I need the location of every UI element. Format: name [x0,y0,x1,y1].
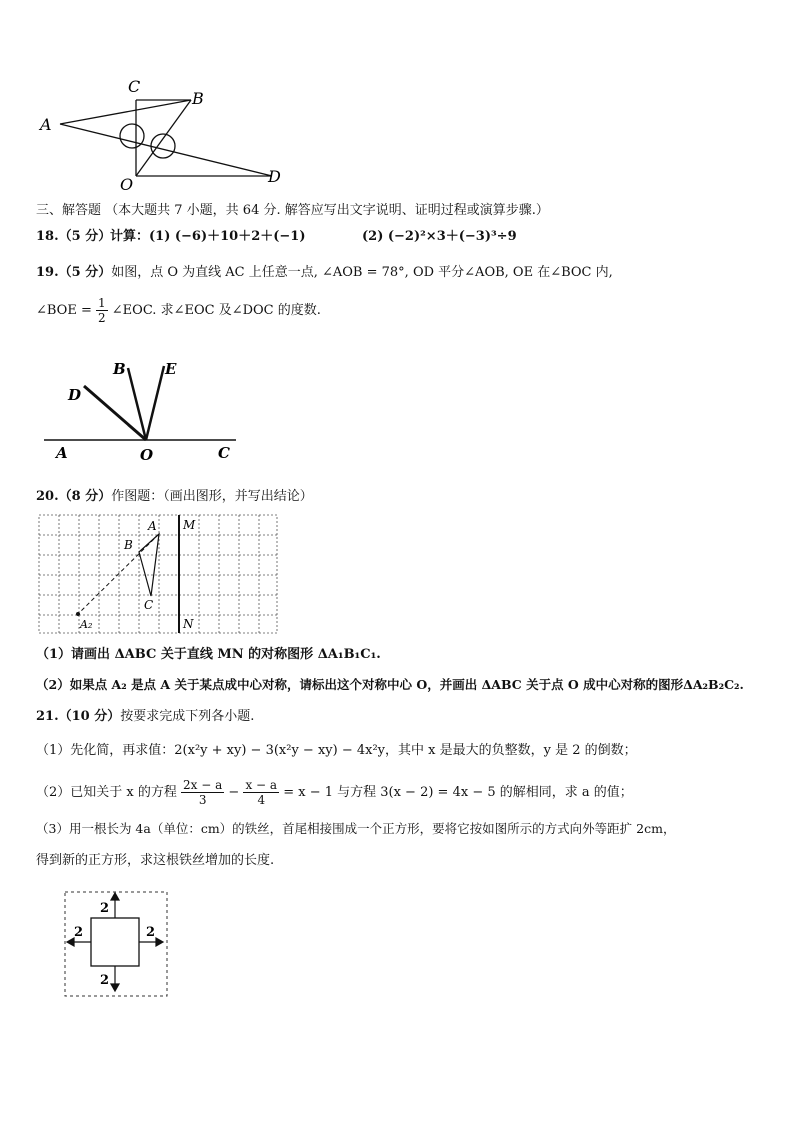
label-bottom: 2 [100,973,110,988]
label-M: M [183,518,196,532]
label-D: D [68,386,82,404]
label-D: D [268,167,281,186]
q20-sub2: （2）如果点 A₂ 是点 A 关于某点成中心对称，请标出这个对称中心 O，并画出 ΔABC 关于点 O 成中心对称的图形ΔA₂B₂C₂. [36,677,744,692]
label-A: A [56,444,68,462]
q21-minus: − [228,785,240,800]
label-top: 2 [100,901,110,916]
label-C: C [128,77,141,96]
label-A: A [40,115,52,134]
q19-line2-pre: ∠BOE = [36,303,92,318]
q21-sub3-line1: （3）用一根长为 4a（单位：cm）的铁丝，首尾相接围成一个正方形，要将它按如图所示的方式向外等距扩 2cm， [36,821,676,836]
q19-line2 [36,296,321,325]
q20-sub1: （1）请画出 ΔABC 关于直线 MN 的对称图形 ΔA₁B₁C₁. [36,647,381,662]
q18-part2: (2) (−2)²×3＋(−3)³÷9 [362,229,517,244]
q19-fraction [96,296,108,325]
fraction-numerator: x − a [245,778,278,792]
label-C: C [144,598,154,612]
q20-number: 20.（8 分） [36,489,112,504]
figure-angles [40,356,250,466]
q19-text: 如图，点 O 为直线 AC 上任意一点, ∠AOB = 78°, OD 平分∠AOB, OE 在∠BOC 内, [111,265,613,280]
label-right: 2 [146,925,156,940]
section-heading: 三、解答题 （本大题共 7 小题，共 64 分. 解答应写出文字说明、证明过程或演算步骤.） [36,203,549,218]
fraction-numerator: 1 [98,296,106,310]
q21-sub2 [36,778,633,807]
q21-sub1: （1）先化简，再求值：2(x²y + xy) − 3(x²y − xy) − 4x²y，其中 x 是最大的负整数，y 是 2 的倒数； [36,743,637,758]
label-C: C [218,444,230,462]
label-left: 2 [74,925,84,940]
label-O: O [140,446,154,464]
q21-title: 按要求完成下列各小题. [120,709,255,724]
label-B: B [124,538,133,552]
fraction-numerator: 2x − a [183,778,223,792]
label-B: B [192,89,204,108]
fraction-denominator: 2 [98,311,106,325]
q21-fraction-2 [243,778,279,807]
q21-sub2-pre: （2）已知关于 x 的方程 [36,785,177,800]
label-A: A [148,519,157,533]
fraction-denominator: 4 [257,793,266,807]
figure-quadrilateral [36,74,296,194]
label-A2: A₂ [80,618,93,631]
q19-number: 19.（5 分） [36,265,112,280]
label-O: O [120,175,134,194]
label-N: N [183,617,194,631]
figure-square-expand [62,888,172,1000]
q20-header [36,488,313,506]
q19-line2-post: ∠EOC. 求∠EOC 及∠DOC 的度数. [111,303,321,318]
q18-part1: 计算：(1) (−6)＋10＋2＋(−1) [110,229,306,244]
q21-number: 21.（10 分） [36,709,121,724]
label-B: B [113,360,126,378]
figure-grid [38,514,278,634]
q18-number: 18.（5 分） [36,229,112,244]
q21-header [36,708,254,726]
q21-sub2-post: = x − 1 与方程 3(x − 2) = 4x − 5 的解相同，求 a 的值； [283,785,633,800]
label-E: E [165,360,177,378]
q19-line1 [36,264,613,282]
q20-title: 作图题：（画出图形，并写出结论） [111,489,313,504]
q21-sub3-line2: 得到新的正方形，求这根铁丝增加的长度. [36,853,275,868]
q21-fraction-1 [181,778,224,807]
fraction-denominator: 3 [198,793,207,807]
